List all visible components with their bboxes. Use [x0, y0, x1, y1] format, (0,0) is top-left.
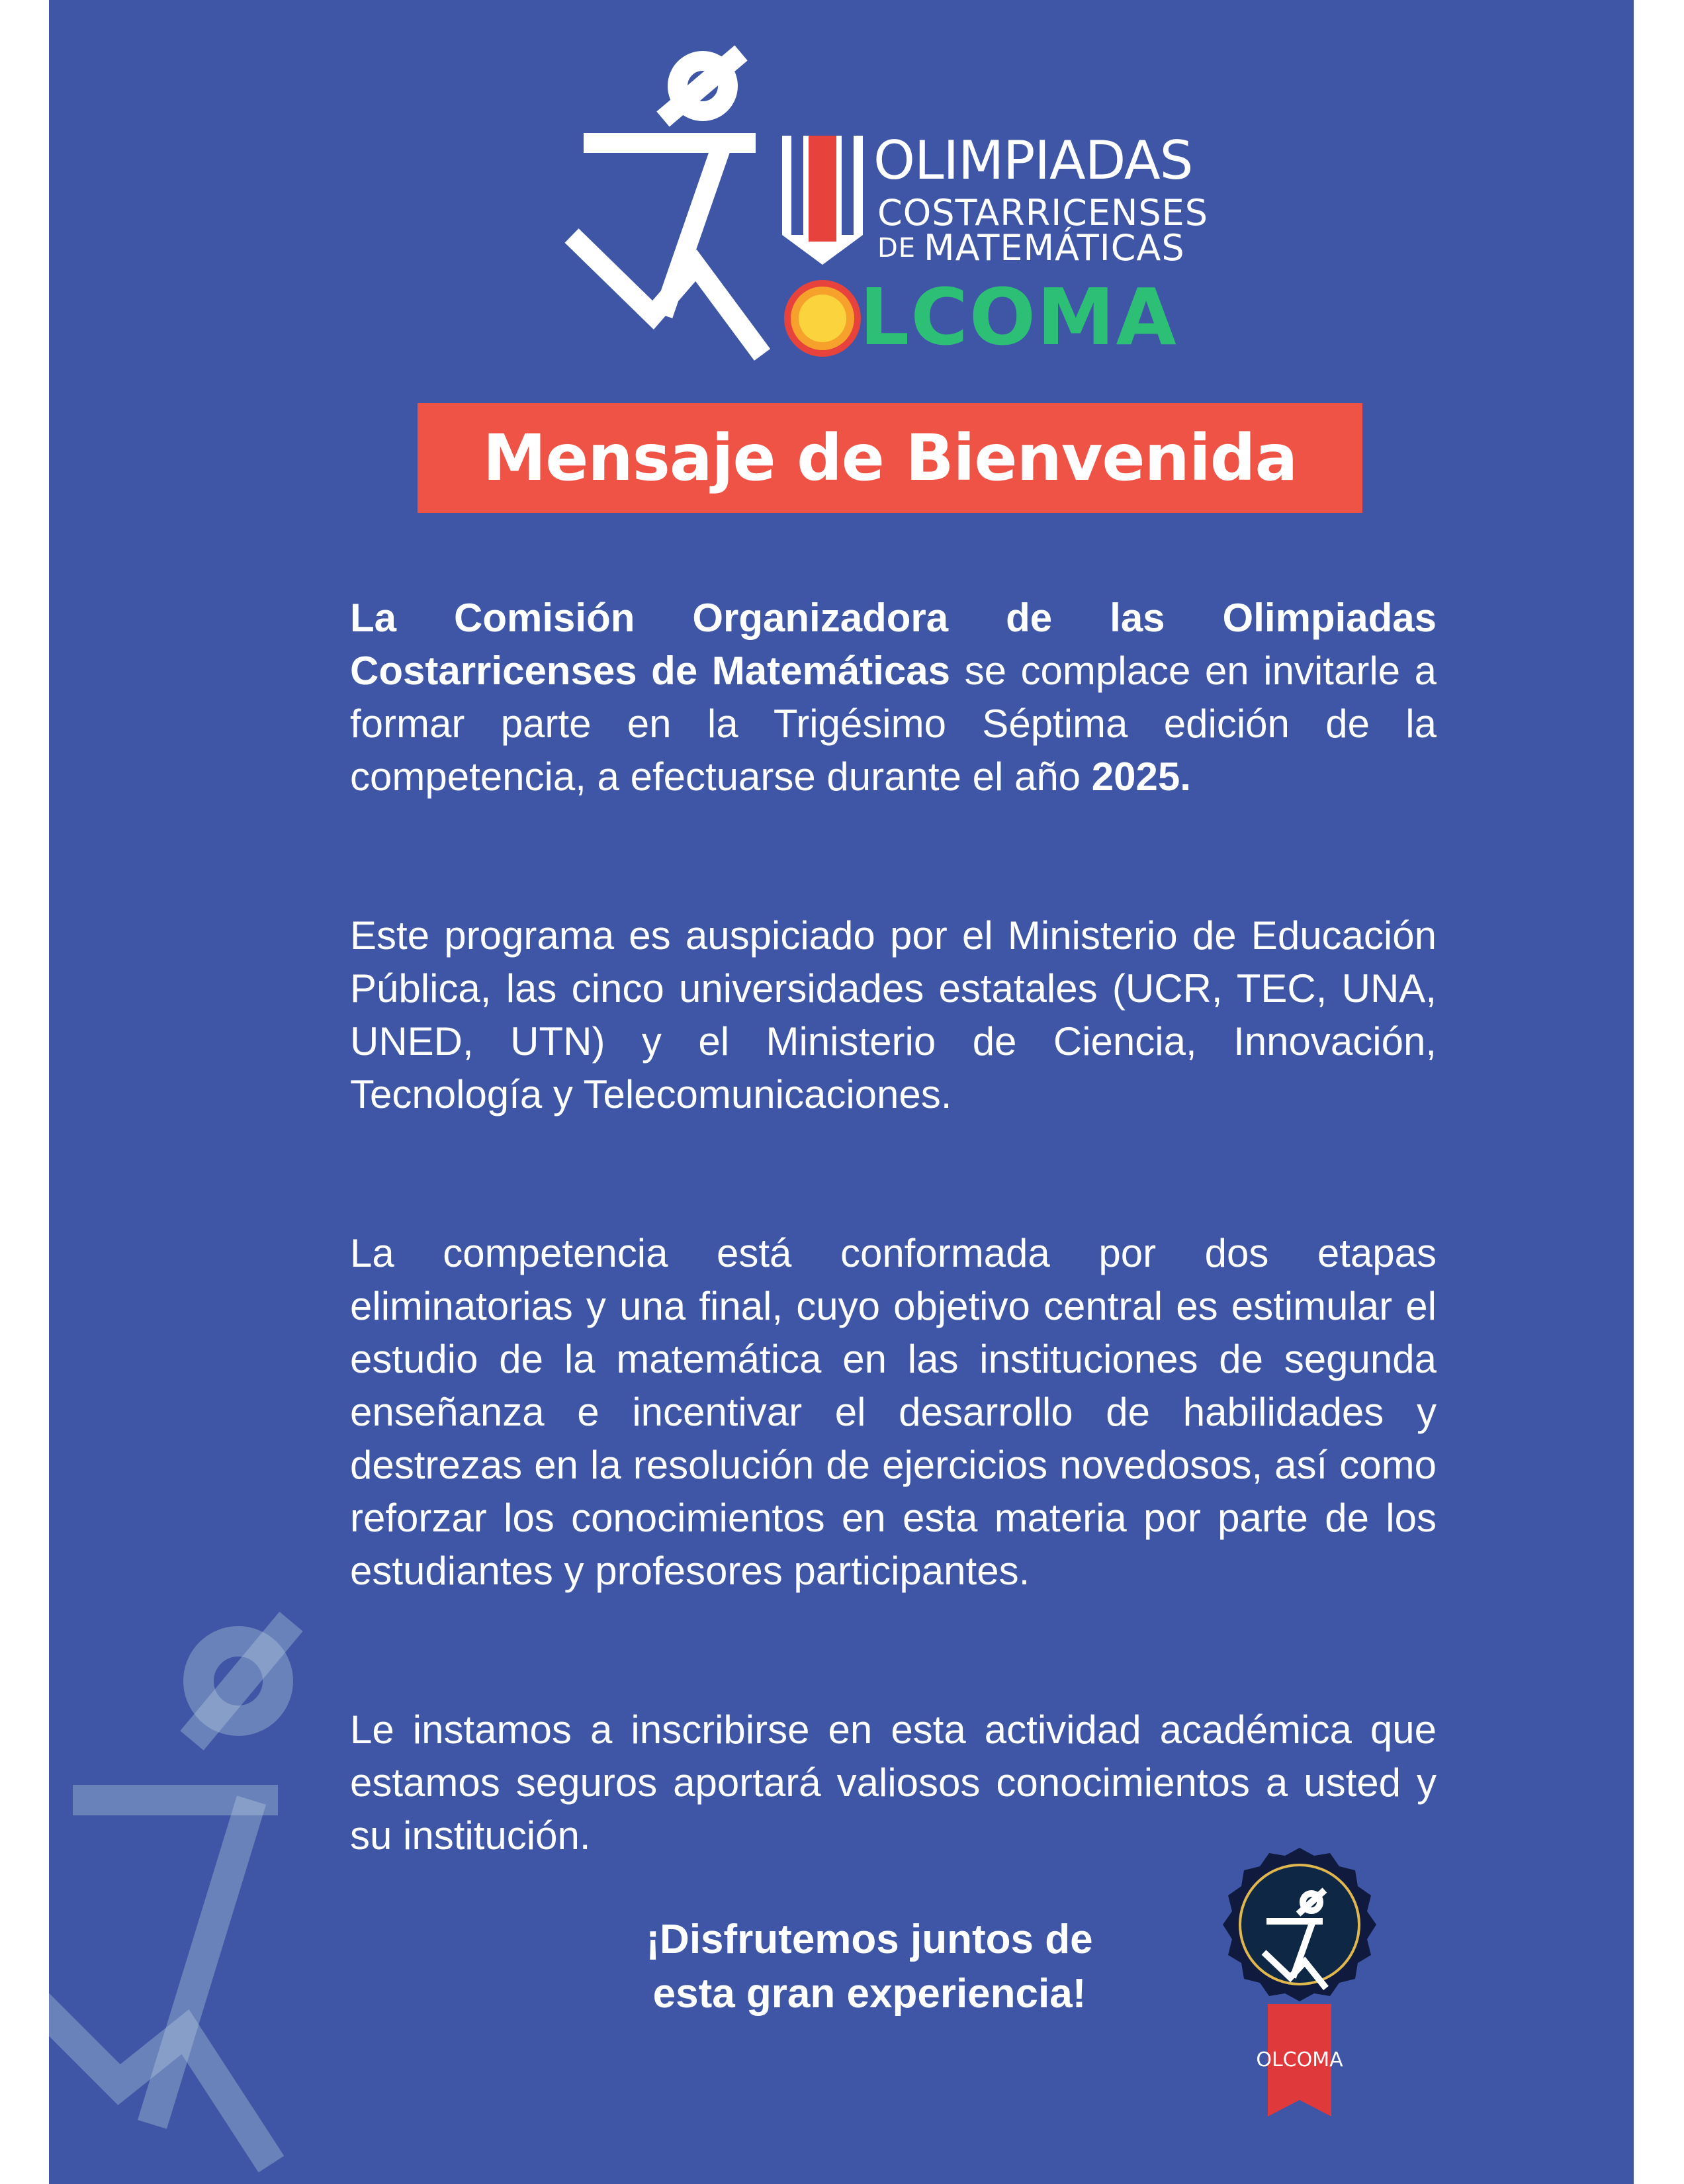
organizer-name: La Comisión Organizadora de las Olimpiadas Costarricenses de Matemáticas	[350, 596, 1437, 693]
olcoma-figure-icon	[564, 44, 776, 368]
logo-line-de: DE	[877, 233, 916, 263]
paragraph-sponsors: Este programa es auspiciado por el Ministerio de Educación Pública, las cinco universidades estatales (UCR, TEC, UNA, UNED, UTN) y el Ministerio de Ciencia, Innovación, Tecnología y Telecomunicaciones.	[350, 913, 1437, 1116]
background-panel	[49, 0, 1634, 2184]
background-figure-icon	[49, 1582, 371, 2184]
logo-line-olimpiadas: OLIMPIADAS	[873, 130, 1193, 191]
olcoma-badge-icon	[1200, 1845, 1399, 2123]
paragraph-invitation	[350, 592, 1437, 803]
medal-ribbon-icon	[782, 136, 863, 268]
paragraph-call-to-action: Le instamos a inscribirse en esta actividad académica que estamos seguros aportará valiosos conocimientos a usted y su institución.	[350, 1707, 1437, 1858]
year: 2025.	[1091, 754, 1191, 799]
logo-line-matematicas: MATEMÁTICAS	[924, 227, 1185, 269]
logo-line-costarricenses: COSTARRICENSES	[877, 192, 1209, 234]
sun-icon	[782, 278, 863, 359]
paragraph-competition: La competencia está conformada por dos etapas eliminatorias y una final, cuyo objetivo central es estimular el estudio de la matemática en las instituciones de segunda enseñanza e incentivar el desarrollo de habilidades y destrezas en la resolución de ejercicios novedosos, así como reforzar los conocimientos en esta materia por parte de los estudiantes y profesores participantes.	[350, 1231, 1437, 1593]
closing-message	[598, 1913, 1141, 2021]
logo-acronym: LCOMA	[860, 271, 1178, 363]
page-title: Mensaje de Bienvenida	[482, 421, 1298, 495]
closing-line-1: ¡Disfrutemos juntos de	[646, 1917, 1093, 1962]
title-banner	[418, 403, 1362, 513]
invitation-text: se complace en invitarle a formar parte en la Trigésimo Séptima edición de la competencia, a efectuarse durante el año	[350, 649, 1437, 799]
badge-label: OLCOMA	[1256, 2048, 1343, 2071]
closing-line-2: esta gran experiencia!	[652, 1971, 1086, 2017]
